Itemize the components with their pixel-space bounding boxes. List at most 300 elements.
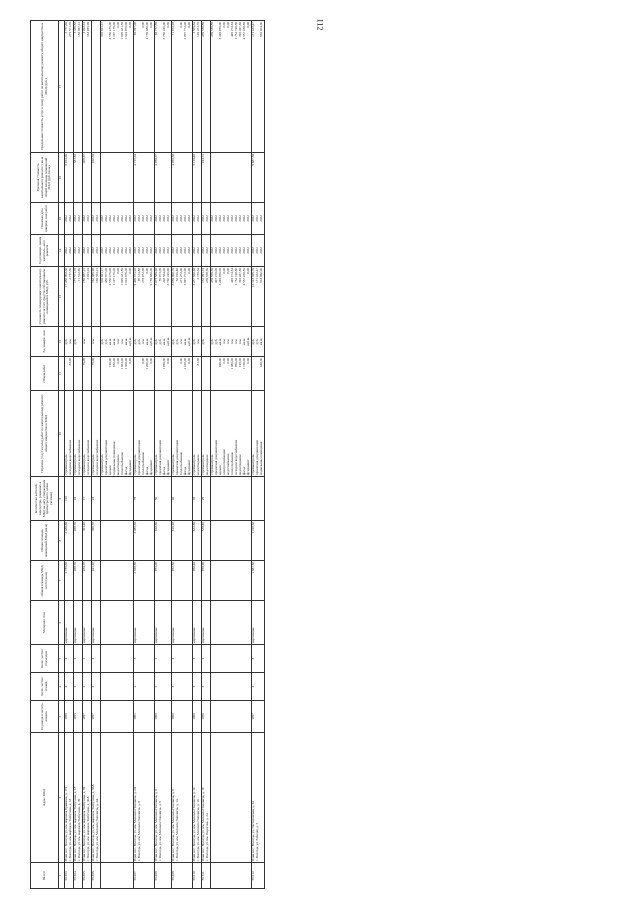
cell-line: 68 757,39	[154, 22, 158, 36]
cell-premises-area: 396,70	[92, 521, 101, 561]
cell-line: руб.	[192, 338, 196, 345]
cell-plan-year	[211, 235, 252, 267]
cell-line: 3 237 660,60	[192, 268, 196, 286]
cell-line: 2022	[218, 215, 222, 222]
cell-limit-cost	[101, 21, 134, 153]
cell-line: проектная документация	[214, 440, 218, 475]
cell-line: 3 493,24	[86, 268, 90, 280]
cell-year-built: 1955	[74, 701, 83, 733]
cell-work-volume	[211, 357, 252, 391]
cell-line: 0,00	[246, 358, 250, 364]
cell-line: 2022	[251, 247, 255, 254]
cell-line: 0,00	[166, 22, 170, 28]
cell-line: куб.м.	[128, 337, 132, 346]
cell-residents: 78	[134, 477, 155, 521]
cell-row-number: 56.606.	[92, 863, 101, 889]
cell-line: подвальные помещения	[259, 441, 263, 475]
cell-line: 0,00	[116, 268, 120, 274]
cell-line	[92, 22, 96, 151]
cell-line: фасад	[242, 466, 246, 475]
cell-line: 2 897 772,00	[183, 268, 187, 286]
cell-line: 3 249 956,00	[218, 22, 222, 40]
cell-line: руб.	[214, 338, 218, 345]
column-number: 4	[59, 673, 65, 701]
cell-line: Нэмз пос. Вологда, ул. им. маршала Толбухина, д. 30А	[91, 784, 95, 861]
cell-line: 81,00	[196, 358, 200, 366]
cell-line: 2022	[82, 247, 86, 254]
cell-line: кровля	[108, 465, 112, 475]
cell-floors: 3	[172, 673, 193, 701]
cell-line: 0,00	[187, 358, 191, 364]
cell-line: 9 887,58	[251, 154, 255, 166]
cell-line: фасад	[124, 466, 128, 475]
cell-work-volume	[134, 357, 155, 391]
cell-line: 2022	[145, 247, 149, 254]
cell-cost	[172, 267, 193, 327]
cell-residents: 46	[172, 477, 193, 521]
cell-row-number: 56.607.	[134, 863, 155, 889]
table-body	[65, 21, 265, 889]
cell-line: 381,83	[73, 154, 77, 164]
cell-plan-year	[134, 235, 155, 267]
cell-line: 1 080,00	[230, 358, 234, 370]
column-header: Год планиро- вания капиталь- ного ремонта	[31, 235, 59, 267]
cell-unit-cost	[92, 153, 101, 203]
cell-line: 0,00	[149, 22, 153, 28]
cell-line: 518 060,00	[259, 268, 263, 283]
cell-line: фундамент	[187, 459, 191, 475]
cell-line: холодное водоснабжение	[77, 439, 81, 475]
cell-line: 2022	[104, 247, 108, 254]
column-header: Перечень услуг и (или) работ по капитальному ремонту общего имущества в МКД	[31, 391, 59, 477]
cell-line: 0,00	[128, 358, 132, 364]
cell-line: 2 760 246,00	[162, 22, 166, 40]
cell-line: 2022	[86, 215, 90, 222]
cell-line: 940,00	[218, 358, 222, 368]
cell-line: 740,00	[108, 358, 112, 368]
cell-wall-material: кирпичные	[155, 601, 172, 645]
column-number: 7	[59, 561, 65, 601]
cell-unit	[155, 327, 172, 357]
cell-residents	[101, 477, 134, 521]
cell-line: кв.м.	[259, 338, 263, 345]
cell-line: 1 752 748,80	[234, 22, 238, 40]
cell-line: 239 559,56	[201, 22, 205, 37]
cell-line: 2022	[100, 247, 104, 254]
cell-works	[101, 391, 134, 477]
column-number: 13	[59, 267, 65, 327]
cell-line: п.м.	[141, 338, 145, 345]
cell-line: стройконтроль	[201, 454, 205, 475]
cell-line: теплоснабжение	[141, 451, 145, 475]
cell-wall-material	[101, 601, 134, 645]
cell-end-year	[134, 203, 155, 235]
cell-line: 2022	[166, 215, 170, 222]
cell-line: п.м.	[120, 338, 124, 345]
column-header: Плановая дата заверше- ния работ	[31, 203, 59, 235]
cell-total-area	[211, 561, 252, 601]
cell-line: 2022	[137, 247, 141, 254]
cell-line: г. Вологда, ул. Рабочая, д. 5	[255, 822, 259, 861]
cell-line: 228 564,00	[162, 268, 166, 283]
cell-line: подвальные помещения	[112, 441, 116, 475]
cell-line: 2022	[100, 215, 104, 222]
cell-unit-cost	[202, 153, 211, 203]
column-number: 12	[59, 327, 65, 357]
cell-residents: 23	[92, 477, 101, 521]
cell-line: 2022	[196, 215, 200, 222]
cell-line: 0,00	[187, 268, 191, 274]
cell-year-built	[211, 701, 252, 733]
cell-address	[211, 733, 252, 863]
cell-year-built: 1958	[202, 701, 211, 733]
cell-total-area	[101, 561, 134, 601]
cell-line: 271 272,00	[179, 268, 183, 283]
cell-entrances: 3	[252, 645, 265, 673]
cell-floors: 2	[83, 673, 92, 701]
cell-cost	[134, 267, 155, 327]
cell-wall-material: кирпичные	[65, 601, 74, 645]
cell-line: 2022	[234, 247, 238, 254]
cell-line: 2022	[242, 247, 246, 254]
cell-wall-material: кирпичные	[172, 601, 193, 645]
cell-line: 4 965,38	[171, 154, 175, 166]
cell-line: 0,00	[222, 358, 226, 364]
table-row	[155, 21, 172, 889]
cell-wall-material: кирпичные	[252, 601, 265, 645]
cell-line	[96, 358, 100, 389]
cell-line: 2022	[187, 215, 191, 222]
cell-line: руб.	[104, 338, 108, 345]
table-row	[172, 21, 193, 889]
cell-line: 102 821,17	[100, 268, 104, 283]
cell-line: 0,00	[145, 268, 149, 274]
table-row	[101, 21, 134, 889]
cell-line: куб.м.	[246, 337, 250, 346]
cell-line: 2022	[95, 247, 99, 254]
cell-line: 3 059 890,79	[171, 268, 175, 286]
cell-line: Нэмз пос. Вологда, ул. Пастеровская, д. 24	[251, 801, 255, 861]
cell-line: 2022	[192, 215, 196, 222]
cell-line: 132 091,74	[201, 268, 205, 283]
cell-line: 2022	[120, 215, 124, 222]
cell-line: 409,67	[82, 154, 86, 164]
cell-works	[134, 391, 155, 477]
cell-line: 2022	[137, 215, 141, 222]
cell-line: 0,00	[166, 358, 170, 364]
cell-entrances	[101, 645, 134, 673]
cell-line: 2022	[251, 215, 255, 222]
cell-line: 3 757,36	[68, 268, 72, 280]
cell-line: 497 270,00	[214, 268, 218, 283]
column-header: Материал стен	[31, 601, 59, 645]
cell-line: проектная документация	[255, 440, 259, 475]
cell-line: 2022	[171, 215, 175, 222]
cell-entrances: 2	[74, 645, 83, 673]
cell-line: 2022	[133, 215, 137, 222]
cell-line: 2022	[205, 215, 209, 222]
cell-residents: 29	[202, 477, 211, 521]
column-header: Объем работ	[31, 357, 59, 391]
cell-line: 2022	[158, 247, 162, 254]
cell-address	[134, 733, 155, 863]
cell-line: г. Вологда, ул. им. Михаила Поповича, д. 18	[196, 799, 200, 861]
cell-line: 2 897 772,00	[183, 22, 187, 40]
cell-line: руб.	[64, 338, 68, 345]
cell-plan-year	[155, 235, 172, 267]
cell-line: 156 987,12	[77, 22, 81, 37]
cell-line: 650,00	[112, 358, 116, 368]
cell-line: руб.	[201, 338, 205, 345]
cell-row-number: 56.612.	[252, 863, 265, 889]
cell-line: Нэмз пос. Вологда, ул. им. маршала Ермакова, д. 17б	[64, 786, 68, 861]
column-number: 5	[59, 645, 65, 673]
cell-line: 2022	[187, 247, 191, 254]
cell-total-area: 953,50	[172, 561, 193, 601]
cell-line: стройконтроль	[154, 454, 158, 475]
cell-line: стройконтроль	[133, 454, 137, 475]
cell-line: кв.м.	[242, 338, 246, 345]
cell-line	[101, 154, 105, 201]
cell-line: 2022	[116, 215, 120, 222]
cell-line: 449 274,64	[230, 268, 234, 283]
cell-line: 392 467,80	[238, 268, 242, 283]
column-number: 16	[59, 153, 65, 203]
cell-premises-area: 620,30	[155, 521, 172, 561]
cell-line: 2022	[196, 247, 200, 254]
cell-line: 1 829 431,56	[120, 22, 124, 40]
cell-line: п.м.	[196, 338, 200, 345]
cell-line: руб.	[158, 338, 162, 345]
cell-line: 0,00	[226, 358, 230, 364]
cell-unit	[211, 327, 252, 357]
cell-floors: 2	[92, 673, 101, 701]
cell-line: 102 821,17	[100, 22, 104, 37]
cell-wall-material: кирпичные	[193, 601, 202, 645]
cell-line: стройконтроль	[82, 454, 86, 475]
cell-line: 2022	[162, 215, 166, 222]
cell-line: 0,00	[246, 22, 250, 28]
cell-line: 3 492,14	[82, 22, 86, 34]
cell-line: кв.м.	[124, 338, 128, 345]
cell-line: 3 075 586,68	[154, 268, 158, 286]
cell-floors	[211, 673, 252, 701]
cell-line: 2022	[259, 215, 263, 222]
cell-plan-year	[101, 235, 134, 267]
cell-line: 2022	[154, 247, 158, 254]
cell-entrances	[211, 645, 252, 673]
cell-line: 1 197 176,00	[112, 268, 116, 286]
cell-work-volume	[252, 357, 265, 391]
cell-end-year	[172, 203, 193, 235]
column-header: Стоимость планируемого капитального ремонта за счет средств собственников помещений в МКД, руб.	[31, 267, 59, 327]
cell-end-year	[155, 203, 172, 235]
column-header: Год ввода в эксплу- атацию	[31, 701, 59, 733]
cell-line: 1 728,00	[242, 358, 246, 370]
cell-line: фасад	[145, 466, 149, 475]
cell-total-area: 469,70	[74, 561, 83, 601]
cell-line: 66 397,00	[133, 22, 137, 36]
cell-line: 0,00	[179, 22, 183, 28]
column-header: Количество жителей, зарегистри- рованных в МКД на дату утверждения краткосрочного плана (человек)	[31, 477, 59, 521]
cell-line: г. Вологда, ул. им. Михаила Поповича, д. 2А	[95, 798, 99, 861]
cell-line: 2022	[246, 247, 250, 254]
cell-unit-cost	[134, 153, 155, 203]
cell-year-built	[101, 701, 134, 733]
cell-line: 2022	[149, 215, 153, 222]
cell-line: кв.м.	[145, 338, 149, 345]
cell-cost	[101, 267, 134, 327]
cell-row-number: 56.609.	[172, 863, 193, 889]
column-header: Общая площадь помещений МКД (кв.м)	[31, 521, 59, 561]
cell-floors: 4	[65, 673, 74, 701]
cell-line: куб.м.	[166, 337, 170, 346]
cell-line: куб.м.	[187, 337, 191, 346]
cell-total-area: 960,40	[193, 561, 202, 601]
cell-line: водоотведение	[205, 454, 209, 475]
cell-limit-cost	[252, 21, 265, 153]
column-header: № п/п	[31, 863, 59, 889]
cell-line: 2022	[73, 247, 77, 254]
cell-wall-material: кирпичные	[92, 601, 101, 645]
cell-line: 17 458 903,30	[64, 268, 68, 287]
cell-line: 2022	[86, 247, 90, 254]
cell-line: 76,00	[82, 358, 86, 366]
cell-line: 2022	[82, 215, 86, 222]
cell-premises-area: 632,80	[193, 521, 202, 561]
cell-residents	[252, 477, 265, 521]
cell-line: 0,00	[226, 22, 230, 28]
cell-floors: 4	[252, 673, 265, 701]
cell-line: г. Вологда, ул. им. маршала Толбухина, д. 39	[77, 798, 81, 861]
cell-line: 2022	[95, 215, 99, 222]
cell-line: 2022	[162, 247, 166, 254]
column-number: 15	[59, 203, 65, 235]
cell-line	[206, 22, 210, 151]
cell-address	[172, 733, 193, 863]
cell-work-volume	[193, 357, 202, 391]
cell-line: 2022	[210, 247, 214, 254]
cell-work-volume	[65, 357, 74, 391]
cell-line: 2022	[175, 215, 179, 222]
cell-limit-cost	[193, 21, 202, 153]
cell-line: 2022	[116, 247, 120, 254]
cell-entrances: 2	[202, 645, 211, 673]
cell-line: 2022	[108, 215, 112, 222]
cell-line: 239 559,56	[205, 268, 209, 283]
cell-line: стройконтроль	[91, 454, 95, 475]
cell-line: стройконтроль	[251, 454, 255, 475]
cell-line: 2022	[246, 215, 250, 222]
cell-line: 2 550 476,00	[108, 22, 112, 40]
cell-year-built: 1961	[134, 701, 155, 733]
cell-line: 2022	[141, 247, 145, 254]
cell-line: 2022	[171, 247, 175, 254]
cell-line: 836 404,00	[259, 22, 263, 37]
cell-line: кв.м.	[183, 338, 187, 345]
cell-line: 2022	[124, 247, 128, 254]
cell-line: 2022	[255, 247, 259, 254]
cell-floors	[101, 673, 134, 701]
cell-line: 0,00	[246, 268, 250, 274]
cell-line: 4 557 458,56	[242, 268, 246, 286]
cell-residents: 17	[83, 477, 92, 521]
cell-line: 1 197 176,00	[112, 22, 116, 40]
cell-line: Нэмз пос. Вологда, ул. им. маршала Толбухина, д. 39	[82, 786, 86, 861]
cell-line: 71 872,93	[171, 22, 175, 36]
column-number: 9	[59, 477, 65, 521]
table-header-row	[31, 21, 59, 889]
table-row	[134, 21, 155, 889]
cell-year-built: 1960	[193, 701, 202, 733]
cell-line: 4 715,34	[133, 154, 137, 166]
cell-line: 2022	[166, 247, 170, 254]
cell-line: 2022	[108, 247, 112, 254]
cell-line: проектная документация	[175, 440, 179, 475]
cell-line: 0,00	[128, 268, 132, 274]
cell-line: 2022	[104, 215, 108, 222]
cell-line: 2022	[112, 215, 116, 222]
cell-line: Нэмз пос. Вологда, ул. им. Михаила Поповича, д. 8	[154, 789, 158, 861]
cell-line: 275 571,70	[68, 22, 72, 37]
table-row	[252, 21, 265, 889]
cell-entrances: 3	[134, 645, 155, 673]
cell-line: 2022	[77, 215, 81, 222]
cell-premises-area: 2 388,80	[65, 521, 74, 561]
cell-line: 6 914,00	[64, 154, 68, 166]
cell-line: п.м.	[179, 338, 183, 345]
cell-year-built: 1957	[252, 701, 265, 733]
cell-address	[92, 733, 101, 863]
cell-line: стройконтроль	[64, 454, 68, 475]
cell-plan-year	[252, 235, 265, 267]
cell-line: 2022	[201, 215, 205, 222]
cell-line: 96 133,88	[137, 268, 141, 282]
cell-entrances: 2	[92, 645, 101, 673]
cell-line: 2022	[64, 215, 68, 222]
cell-line: 3 249 956,00	[218, 268, 222, 286]
cell-premises-area	[211, 521, 252, 561]
cell-unit-cost	[172, 153, 193, 203]
page-number: 112	[315, 18, 325, 31]
cell-line: электроснабжение	[222, 449, 226, 475]
cell-line: 2022	[205, 247, 209, 254]
cell-line: кв.м.	[218, 338, 222, 345]
cell-line: п.м.	[230, 338, 234, 345]
cell-line: 12 123 306,79	[251, 268, 255, 287]
cell-line: куб.м.	[149, 337, 153, 346]
cell-unit	[134, 327, 155, 357]
cell-unit-cost	[101, 153, 134, 203]
cell-line: 449 274,64	[230, 22, 234, 37]
cell-line: 440,00	[259, 358, 263, 368]
cell-line: руб.	[210, 338, 214, 345]
cell-premises-area: 616,20	[172, 521, 193, 561]
cell-line: руб.	[73, 338, 77, 345]
cell-cost	[211, 267, 252, 327]
cell-limit-cost	[65, 21, 74, 153]
cell-line: п.м.	[222, 338, 226, 345]
cell-line: 0,00	[226, 268, 230, 274]
cell-line: проектная документация	[104, 440, 108, 475]
cell-entrances: 2	[155, 645, 172, 673]
cell-residents: 118	[65, 477, 74, 521]
cell-end-year	[252, 203, 265, 235]
cell-line: 2022	[145, 215, 149, 222]
cell-line: руб.	[255, 338, 259, 345]
cell-entrances: 2	[83, 645, 92, 673]
cell-line: 171 432,47	[255, 268, 259, 283]
